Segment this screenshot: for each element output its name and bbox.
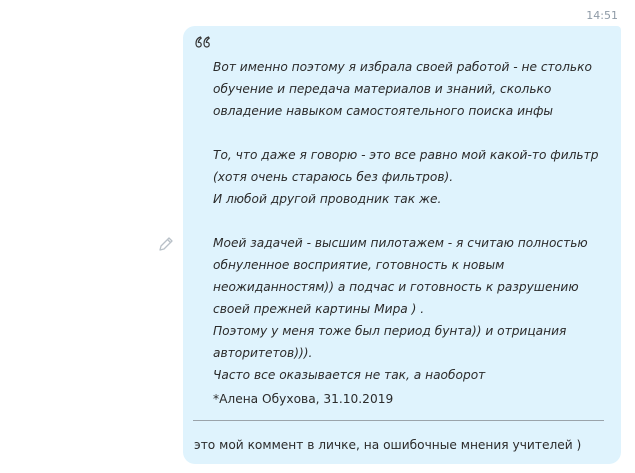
quote-line: (хотя очень стараюсь без фильтров). xyxy=(213,170,454,184)
divider xyxy=(193,420,604,421)
quote-line: То, что даже я говорю - это все равно мой какой-то фильтр xyxy=(213,148,599,162)
quoted-message xyxy=(213,56,613,386)
quote-line: обнуленное восприятие, готовность к новым xyxy=(213,258,505,272)
quote-line: Часто все оказывается не так, а наоборот xyxy=(213,368,486,382)
quote-line: неожиданностям)) а подчас и готовность к разрушению xyxy=(213,280,579,294)
quote-line: обучение и передача материалов и знаний, сколько xyxy=(213,82,552,96)
quote-line: авторитетов))). xyxy=(213,346,313,360)
quote-line: Вот именно поэтому я избрала своей работой - не столько xyxy=(213,60,592,74)
message-timestamp: 14:51 xyxy=(586,9,618,22)
quote-line: своей прежней картины Мира ) . xyxy=(213,302,425,316)
quote-line: И любой другой проводник так же. xyxy=(213,192,442,206)
message-text: это мой коммент в личке, на ошибочные мнения учителей ) xyxy=(194,438,582,452)
quote-line: Моей задачей - высшим пилотажем - я считаю полностью xyxy=(213,236,588,250)
quote-icon xyxy=(194,34,212,48)
message-bubble[interactable] xyxy=(183,26,621,464)
quote-line: Поэтому у меня тоже был период бунта)) и отрицания xyxy=(213,324,567,338)
quote-author: *Алена Обухова, 31.10.2019 xyxy=(213,392,394,406)
quote-line: овладение навыком самостоятельного поиска инфы xyxy=(213,104,554,118)
pencil-icon[interactable] xyxy=(157,235,175,253)
